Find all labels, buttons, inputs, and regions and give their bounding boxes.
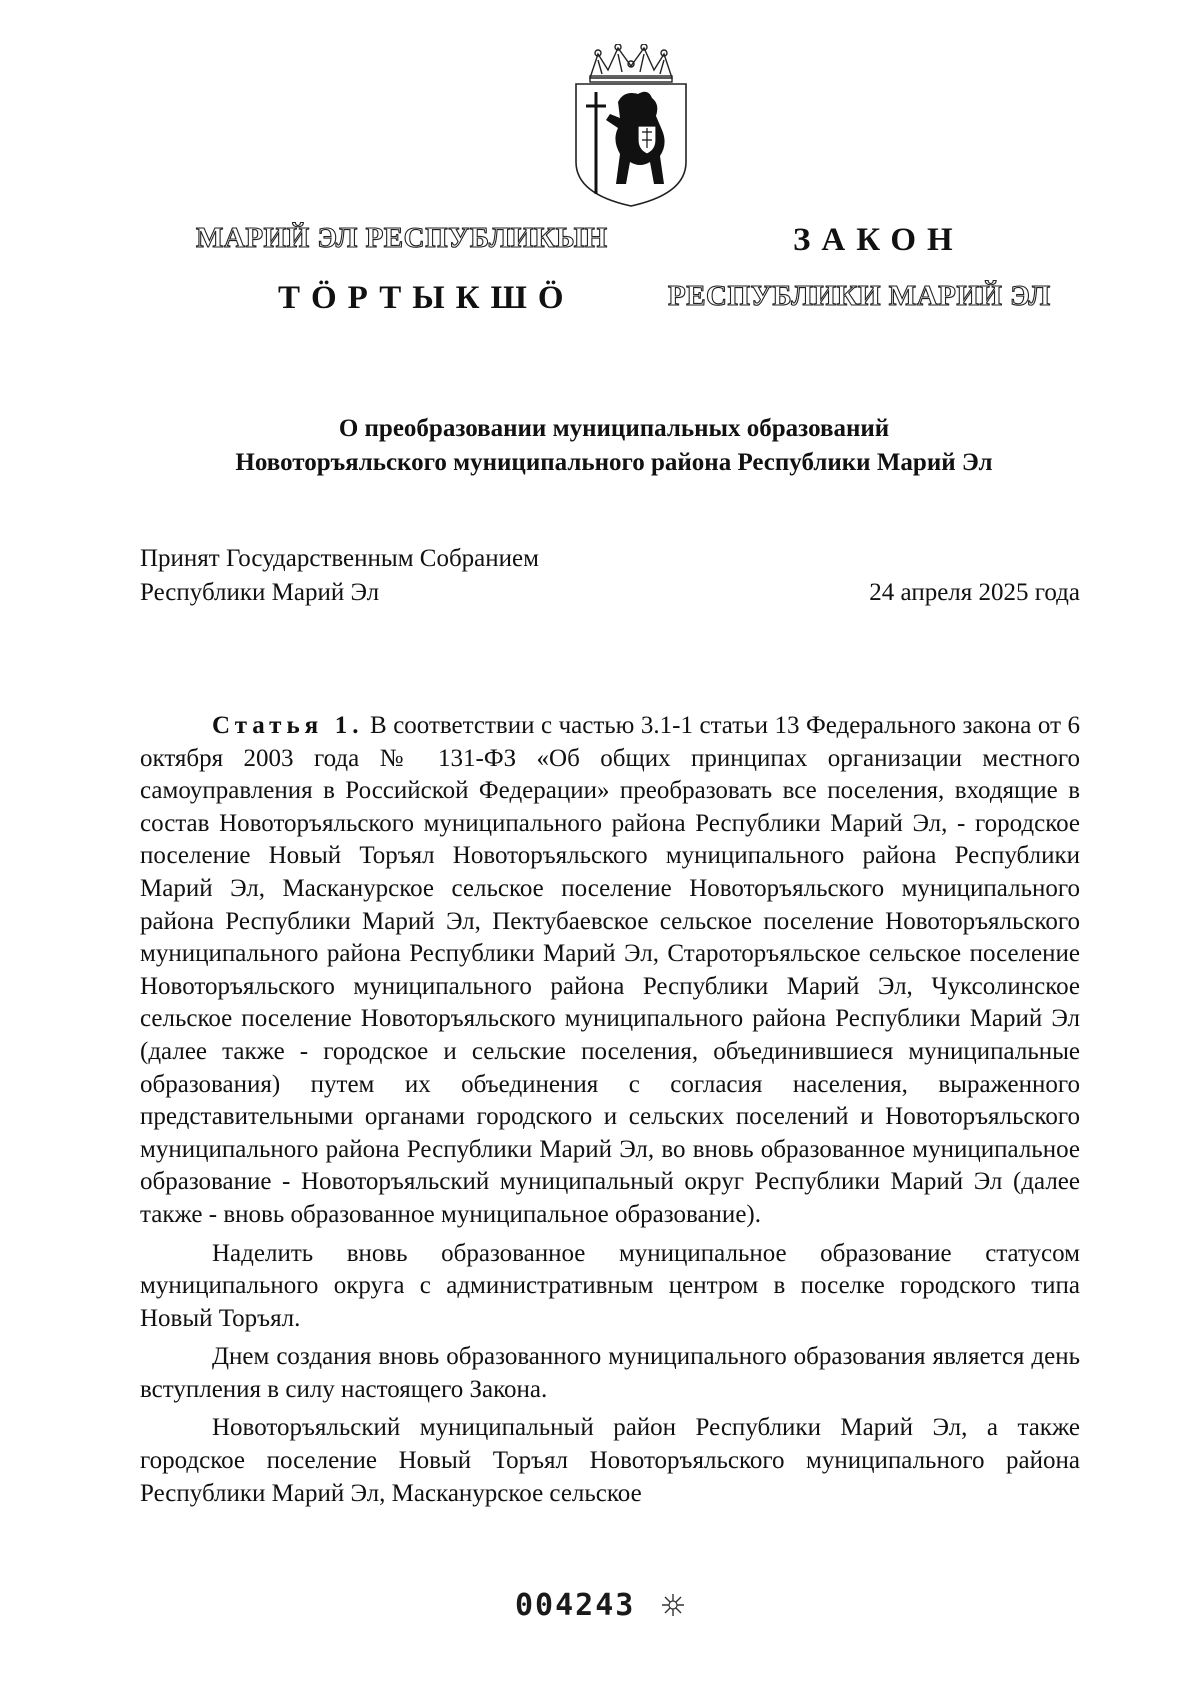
asterisk-stamp-icon xyxy=(660,1592,686,1618)
article-1-paragraph-4: Новоторъяльский муниципальный район Республики Марий Эл, а также городское поселение Новый Торъял Новоторъяльского муниципального района Республики Марий Эл, Маскануpское сельское xyxy=(140,1414,1080,1507)
adoption-line2: Республики Марий Эл xyxy=(140,579,380,606)
law-title xyxy=(140,412,1088,480)
article-label: Статья 1. xyxy=(212,712,364,739)
adoption-date: 24 апреля 2025 года xyxy=(869,579,1080,606)
header-right-line2: РЕСПУБЛИКИ МАРИЙ ЭЛ xyxy=(668,280,1051,312)
adoption-line1: Принят Государственным Собранием xyxy=(140,545,539,572)
article-1-paragraph-1-text: В соответствии с частью 3.1-1 статьи 13 Федерального закона от 6 октября 2003 года № 131-ФЗ «Об общих принципах организации местного самоуправления в Российской Федерации» преобразовать все поселения, входящие в состав Новоторъяльского муниципального района Республики Марий Эл, - городское поселение Новый Торъял Новоторъяльского муниципального района Республики Марий Эл, Маскануpское сельское поселение Новоторъяльского муниципального района Республики Марий Эл, Пектубаевское сельское поселение Новоторъяльского муниципального района Республики Марий Эл, Староторъяльское сельское поселение Новоторъяльского муниципального района Республики Марий Эл, Чуксолинское сельское поселение Новоторъяльского муниципального района Республики Марий Эл (далее также - городское и сельские поселения, объединившиеся муниципальные образования) путем их объединения с согласия населения, выраженного представительными органами городского и сельских поселений и Новоторъяльского муниципального района Республики Марий Эл, во вновь образованное муниципальное образование - Новоторъяльский муниципальный округ Республики Марий Эл (далее также - вновь образованное муниципальное образование). xyxy=(140,712,1081,1228)
document-serial-number: 004243 xyxy=(515,1588,636,1623)
header-left-line1: МАРИЙ ЭЛ РЕСПУБЛИКЫН xyxy=(196,222,608,254)
adoption-info xyxy=(140,542,1080,610)
coat-of-arms-icon xyxy=(568,44,694,208)
header-left-line2: ТӦРТЫКШӦ xyxy=(278,280,575,316)
article-1 xyxy=(140,710,1080,1516)
article-1-paragraph-3: Днем создания вновь образованного муниципального образования является день вступления в силу настоящего Закона. xyxy=(140,1343,1080,1403)
header-right-line1: ЗАКОН xyxy=(793,222,964,258)
law-title-line1: О преобразовании муниципальных образований xyxy=(338,415,890,442)
law-title-line2: Новоторъяльского муниципального района Республики Марий Эл xyxy=(235,449,993,476)
article-1-paragraph-2: Наделить вновь образованное муниципальное образование статусом муниципального округа с административным центром в поселке городского типа Новый Торъял. xyxy=(140,1239,1080,1332)
article-1-paragraph-1 xyxy=(140,710,1080,1232)
